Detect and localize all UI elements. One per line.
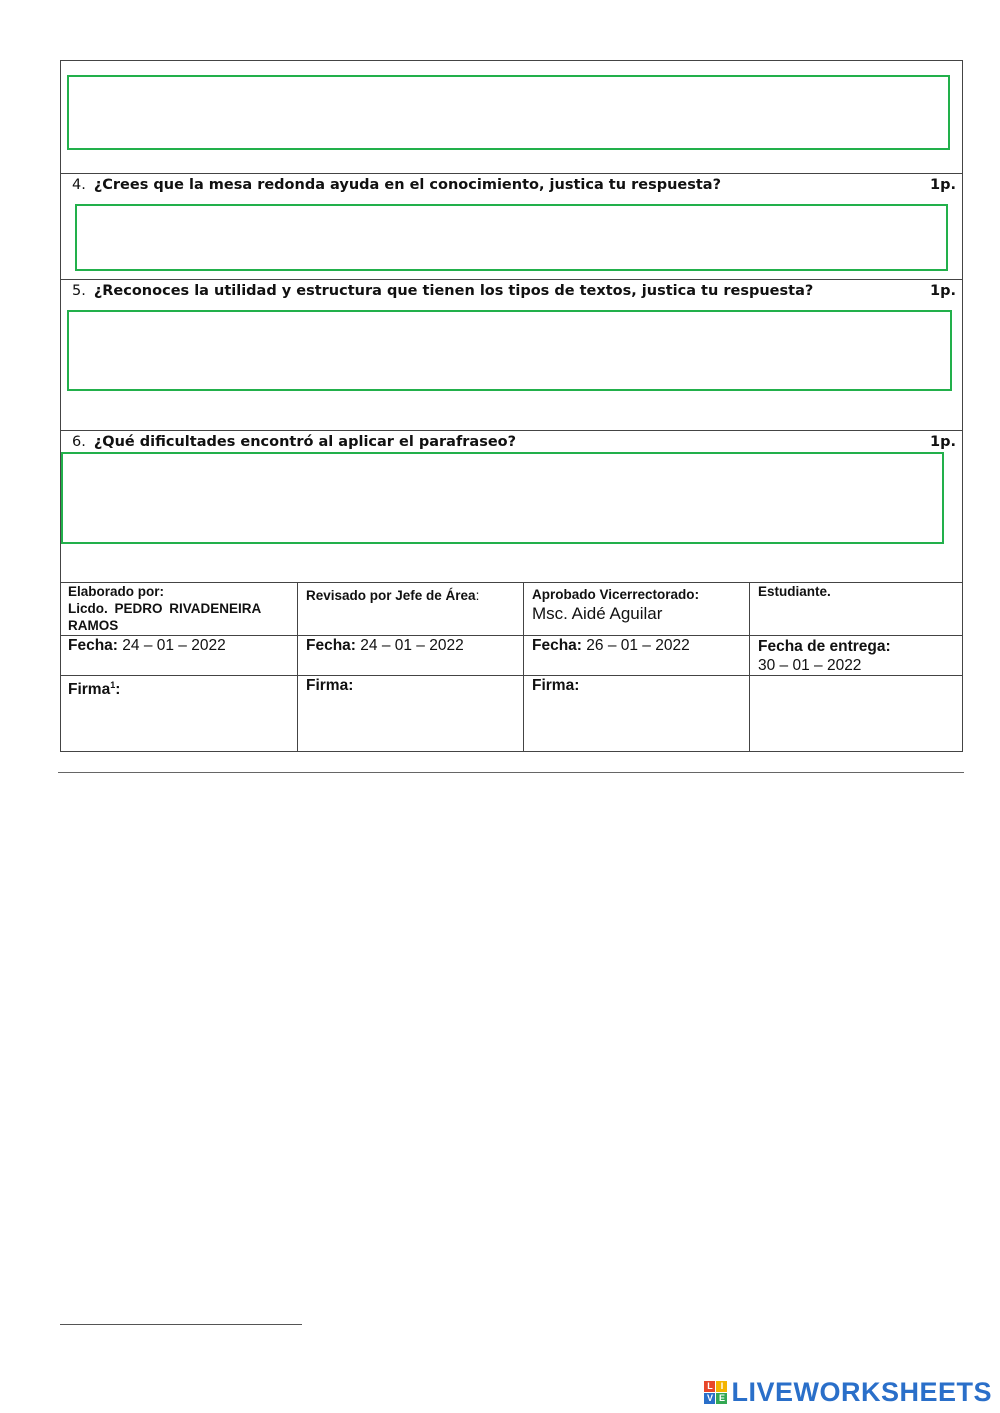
answer-box-5[interactable] xyxy=(67,310,952,391)
footnote-marker: 1 xyxy=(110,680,116,690)
firma-label: Firma: xyxy=(532,677,580,694)
divider xyxy=(60,173,963,174)
firma-label: Firma xyxy=(68,681,111,699)
answer-box-4[interactable] xyxy=(75,204,948,271)
question-text: ¿Qué dificultades encontró al aplicar el parafraseo? xyxy=(93,434,517,450)
logo-mark-icon xyxy=(704,1381,727,1404)
question-points: 1p. xyxy=(930,434,956,450)
fecha-value: 24 – 01 – 2022 xyxy=(122,637,226,654)
fecha-entrega-cell xyxy=(758,637,891,675)
divider xyxy=(60,675,963,676)
page-separator xyxy=(58,772,964,773)
aprobado-label: Aprobado Vicerrectorado xyxy=(532,587,695,602)
elaborado-name: Licdo. PEDRO RIVADENEIRA RAMOS xyxy=(68,601,261,633)
firma-cell-1 xyxy=(68,677,120,698)
fecha-entrega-value: 30 – 01 – 2022 xyxy=(758,657,862,674)
fecha-cell-3 xyxy=(532,637,690,654)
liveworksheets-logo[interactable] xyxy=(704,1377,992,1408)
question-6 xyxy=(72,434,516,450)
question-number: 4. xyxy=(72,177,86,193)
logo-tile: L xyxy=(704,1381,715,1392)
revisado-cell xyxy=(306,587,479,604)
question-5 xyxy=(72,283,813,299)
fecha-cell-2 xyxy=(306,637,464,654)
question-number: 6. xyxy=(72,434,86,450)
question-points: 1p. xyxy=(930,177,956,193)
estudiante-label: Estudiante. xyxy=(758,584,831,599)
revisado-colon: : xyxy=(475,588,480,603)
fecha-label: Fecha: xyxy=(532,637,582,654)
divider xyxy=(60,430,963,431)
logo-tile: E xyxy=(716,1393,727,1404)
question-text: ¿Crees que la mesa redonda ayuda en el conocimiento, justica tu respuesta? xyxy=(93,177,721,193)
elaborado-label: Elaborado por: xyxy=(68,584,165,599)
footnote-line xyxy=(60,1324,302,1325)
logo-text: LIVEWORKSHEETS xyxy=(731,1377,992,1407)
divider xyxy=(60,635,963,636)
fecha-label: Fecha: xyxy=(68,637,118,654)
fecha-value: 24 – 01 – 2022 xyxy=(360,637,464,654)
logo-tile: V xyxy=(704,1393,715,1404)
divider xyxy=(60,279,963,280)
question-4 xyxy=(72,177,721,193)
student-signature-area[interactable] xyxy=(751,677,961,750)
divider xyxy=(297,582,298,752)
answer-box-6[interactable] xyxy=(61,452,944,544)
question-points: 1p. xyxy=(930,283,956,299)
firma-cell-3 xyxy=(532,677,579,694)
question-number: 5. xyxy=(72,283,86,299)
firma-label: Firma: xyxy=(306,677,354,694)
fecha-entrega-label: Fecha de entrega: xyxy=(758,638,891,655)
divider xyxy=(749,582,750,752)
aprobado-colon: : xyxy=(694,586,700,602)
fecha-value: 26 – 01 – 2022 xyxy=(586,637,690,654)
firma-colon: : xyxy=(115,681,121,699)
question-text: ¿Reconoces la utilidad y estructura que tienen los tipos de textos, justica tu respuesta? xyxy=(93,283,814,299)
fecha-label: Fecha: xyxy=(306,637,356,654)
aprobado-name: Msc. Aidé Aguilar xyxy=(532,604,663,623)
estudiante-cell xyxy=(758,583,831,600)
firma-cell-2 xyxy=(306,677,353,694)
fecha-cell-1 xyxy=(68,637,226,654)
revisado-label: Revisado por Jefe de Área xyxy=(306,588,476,603)
elaborado-cell xyxy=(68,583,293,634)
answer-box-3[interactable] xyxy=(67,75,950,150)
logo-tile: I xyxy=(716,1381,727,1392)
divider xyxy=(523,582,524,752)
aprobado-cell xyxy=(532,586,699,625)
